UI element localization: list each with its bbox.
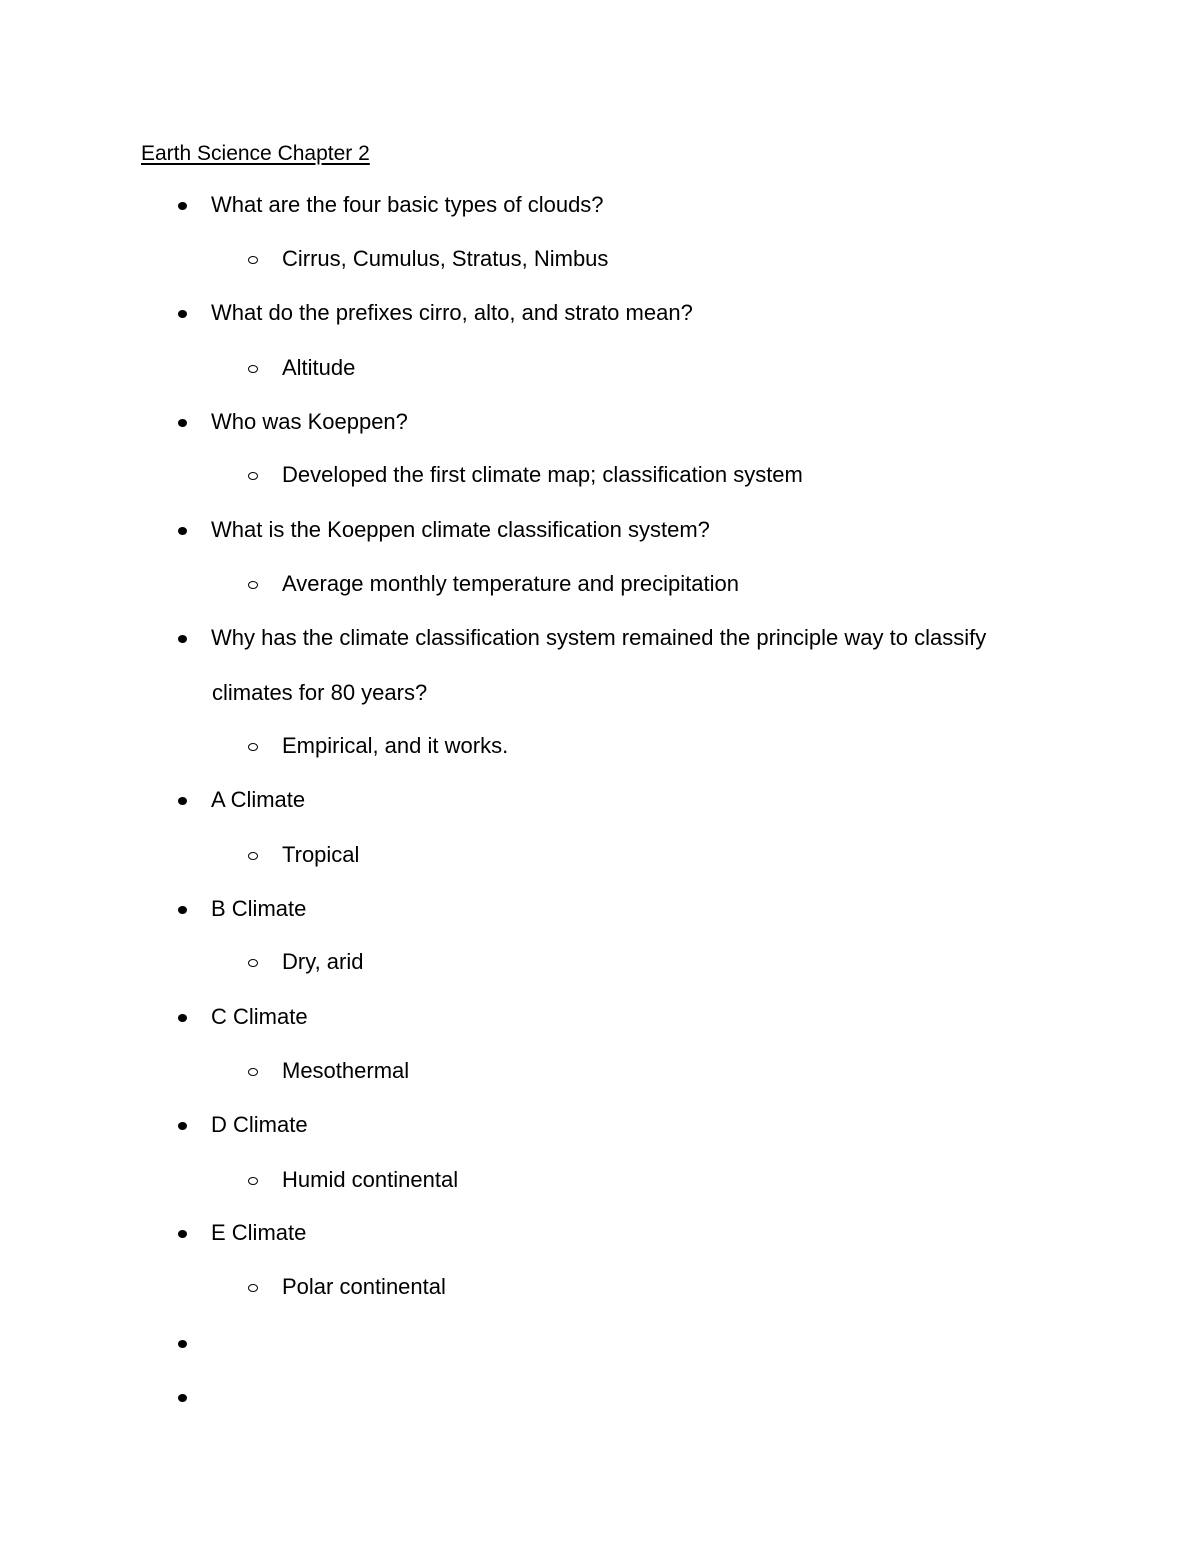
question-text: What do the prefixes cirro, alto, and strato mean? — [211, 300, 693, 325]
bullet-icon — [178, 202, 187, 210]
circle-bullet-icon — [248, 852, 258, 860]
question-text: B Climate — [211, 896, 307, 921]
bullet-icon — [178, 1230, 187, 1238]
question-text: Who was Koeppen? — [211, 409, 408, 434]
document-title: Earth Science Chapter 2 — [141, 142, 370, 165]
answer-text: Humid continental — [282, 1167, 459, 1192]
answer-text: Mesothermal — [282, 1058, 410, 1083]
question-text: A Climate — [211, 787, 306, 812]
circle-bullet-icon — [248, 1177, 258, 1185]
question-text: C Climate — [211, 1004, 308, 1029]
bullet-icon — [178, 1014, 187, 1022]
circle-bullet-icon — [248, 743, 258, 751]
bullet-icon — [178, 906, 187, 914]
answer-text: Empirical, and it works. — [282, 733, 509, 758]
circle-bullet-icon — [248, 1284, 258, 1292]
bullet-icon — [178, 310, 187, 318]
answer-text: Average monthly temperature and precipitation — [282, 571, 739, 596]
bullet-icon — [178, 797, 187, 805]
circle-bullet-icon — [248, 581, 258, 589]
bullet-icon — [178, 527, 187, 535]
answer-text: Altitude — [282, 355, 356, 380]
bullet-icon — [178, 1122, 187, 1130]
bullet-icon — [178, 419, 187, 427]
circle-bullet-icon — [248, 472, 258, 480]
answer-text: Polar continental — [282, 1274, 446, 1299]
answer-text: Dry, arid — [282, 949, 364, 974]
bullet-icon — [178, 1340, 187, 1348]
question-text: Why has the climate classification system remained the principle way to classify — [211, 625, 987, 650]
question-text-continued: climates for 80 years? — [212, 680, 428, 705]
question-text: E Climate — [211, 1220, 307, 1245]
circle-bullet-icon — [248, 256, 258, 264]
bullet-icon — [178, 635, 187, 643]
question-text: What are the four basic types of clouds? — [211, 192, 604, 217]
circle-bullet-icon — [248, 959, 258, 967]
bullet-icon — [178, 1394, 187, 1402]
question-text: D Climate — [211, 1112, 308, 1137]
circle-bullet-icon — [248, 1068, 258, 1076]
circle-bullet-icon — [248, 365, 258, 373]
answer-text: Tropical — [282, 842, 360, 867]
answer-text: Developed the first climate map; classification system — [282, 462, 803, 487]
answer-text: Cirrus, Cumulus, Stratus, Nimbus — [282, 246, 609, 271]
question-text: What is the Koeppen climate classification system? — [211, 517, 710, 542]
